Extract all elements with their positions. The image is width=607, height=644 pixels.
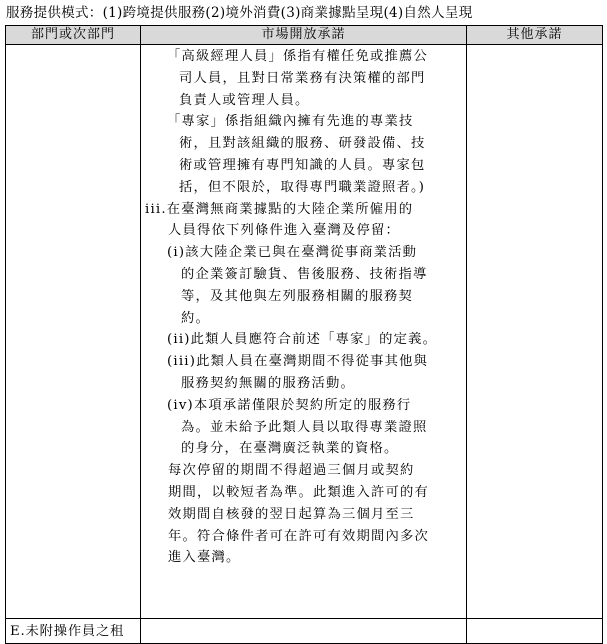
commitment-line: (iv)本項承諾僅限於契約所定的服務行 — [167, 397, 412, 413]
commitment-line: (ii)此類人員應符合前述「專家」的定義。 — [167, 332, 438, 348]
commitment-line: 每次停留的期間不得超過三個月或契約 — [168, 463, 415, 479]
commitment-line: 為。並未給予此類人員以取得專業證照 — [181, 419, 428, 435]
commitment-line: 服務契約無關的服務活動。 — [181, 375, 355, 391]
commitment-line: 約。 — [181, 310, 210, 326]
commitment-line: (i)該大陸企業已與在臺灣從事商業活動 — [167, 245, 418, 261]
commitment-line: 期間，以較短者為準。此類進入許可的有 — [168, 484, 429, 500]
commitment-line: iii.在臺灣無商業據點的大陸企業所僱用的 — [145, 201, 414, 217]
commitment-line: 術或管理擁有專門知識的人員。專家包 — [179, 157, 426, 173]
market-access-commitments — [141, 45, 466, 569]
commitment-line: (iii)此類人員在臺灣期間不得從事其他與 — [167, 354, 429, 370]
column-header-market-access: 市場開放承諾 — [141, 26, 467, 45]
commitment-line: 司人員，且對日常業務有決策權的部門 — [179, 70, 426, 86]
commitment-schedule-table — [5, 25, 603, 644]
commitment-line: 等，及其他與左列服務相關的服務契 — [181, 288, 413, 304]
commitment-line: 術，且對該組織的服務、研發設備、技 — [179, 136, 426, 152]
table-header-row — [6, 26, 603, 45]
service-mode-line: 服務提供模式：(1)跨境提供服務(2)境外消費(3)商業據點呈現(4)自然人呈現 — [6, 5, 473, 21]
column-header-sector: 部門或次部門 — [6, 26, 141, 45]
commitment-line: 人員得依下列條件進入臺灣及停留： — [168, 223, 400, 239]
commitment-line: 負責人或管理人員。 — [179, 92, 310, 108]
commitment-line: 「高級經理人員」係指有權任免或推薦公 — [167, 49, 428, 64]
table-row — [6, 619, 603, 644]
sector-cell — [6, 45, 141, 619]
table-row — [6, 45, 603, 619]
market-access-cell — [141, 619, 467, 644]
commitment-line: 「專家」係指組織內擁有先進的專業技 — [167, 114, 414, 130]
commitment-line: 效期間自核發的翌日起算為三個月至三 — [168, 506, 415, 522]
sector-cell — [6, 619, 141, 644]
other-commitments-cell — [467, 45, 603, 619]
commitment-line: 括，但不限於，取得專門職業證照者。) — [179, 179, 426, 195]
commitment-line: 年。符合條件者可在許可有效期間內多次 — [168, 528, 429, 544]
other-commitments-cell — [467, 619, 603, 644]
commitment-line: 的企業簽訂驗貨、售後服務、技術指導 — [181, 266, 428, 282]
commitment-line: 進入臺灣。 — [168, 550, 241, 566]
column-header-other-commitments: 其他承諾 — [467, 26, 603, 45]
commitment-line: 的身分，在臺灣廣泛執業的資格。 — [181, 441, 399, 457]
next-sector-label: E.未附操作員之租 — [10, 624, 125, 639]
market-access-cell — [141, 45, 467, 619]
